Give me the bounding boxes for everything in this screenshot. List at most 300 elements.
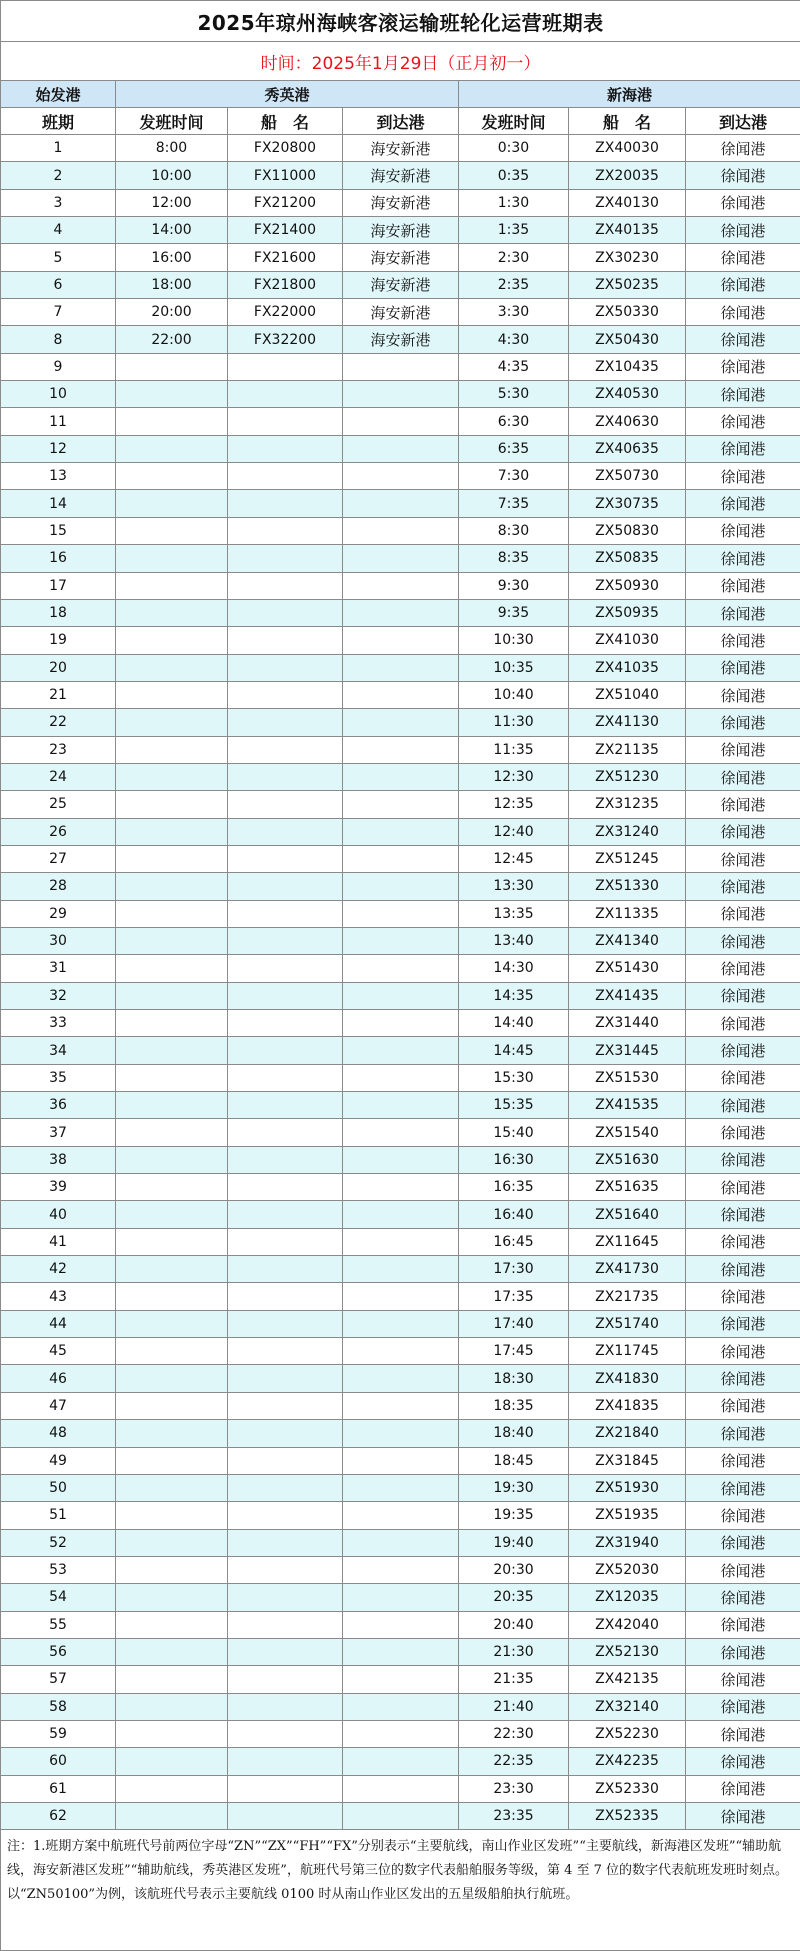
cell-b-time: 20:30 [459,1556,569,1583]
cell-a-dest: 海安新港 [343,299,459,326]
table-row [1,1365,800,1392]
cell-b-ship: ZX51040 [569,681,686,708]
cell-b-dest: 徐闻港 [686,1010,800,1037]
cell-a-ship [228,681,343,708]
cell-b-time: 20:35 [459,1584,569,1611]
cell-no: 42 [1,1256,116,1283]
cell-a-time [116,1365,228,1392]
cell-b-dest: 徐闻港 [686,1037,800,1064]
table-row [1,599,800,626]
table-row [1,1775,800,1802]
cell-b-dest: 徐闻港 [686,709,800,736]
cell-b-ship: ZX31845 [569,1447,686,1474]
cell-a-time [116,900,228,927]
cell-b-dest: 徐闻港 [686,1392,800,1419]
cell-a-ship [228,1556,343,1583]
cell-a-time [116,654,228,681]
cell-b-ship: ZX41830 [569,1365,686,1392]
cell-no: 41 [1,1228,116,1255]
cell-a-ship [228,1037,343,1064]
cell-b-time: 0:30 [459,135,569,162]
cell-b-dest: 徐闻港 [686,1365,800,1392]
table-row [1,162,800,189]
cell-a-ship [228,408,343,435]
cell-b-dest: 徐闻港 [686,1502,800,1529]
cell-a-time [116,736,228,763]
cell-a-dest [343,545,459,572]
cell-b-ship: ZX10435 [569,353,686,380]
cell-a-dest [343,381,459,408]
cell-no: 7 [1,299,116,326]
cell-no: 61 [1,1775,116,1802]
col-header-a-dest: 到达港 [343,108,459,135]
cell-b-ship: ZX51230 [569,763,686,790]
cell-b-ship: ZX40630 [569,408,686,435]
table-row [1,845,800,872]
cell-b-dest: 徐闻港 [686,326,800,353]
cell-b-dest: 徐闻港 [686,736,800,763]
cell-no: 10 [1,381,116,408]
cell-b-ship: ZX41835 [569,1392,686,1419]
cell-a-dest [343,1365,459,1392]
cell-a-ship [228,463,343,490]
cell-a-ship: FX20800 [228,135,343,162]
cell-a-dest [343,572,459,599]
cell-b-ship: ZX41435 [569,982,686,1009]
cell-b-time: 1:35 [459,217,569,244]
cell-a-dest [343,1666,459,1693]
cell-a-dest [343,1064,459,1091]
cell-b-ship: ZX51330 [569,873,686,900]
table-row [1,1338,800,1365]
cell-b-dest: 徐闻港 [686,1256,800,1283]
cell-b-dest: 徐闻港 [686,189,800,216]
cell-a-time [116,1529,228,1556]
cell-a-dest [343,927,459,954]
page-title: 2025年琼州海峡客滚运输班轮化运营班期表 [1,1,800,42]
cell-a-time [116,1802,228,1829]
cell-b-dest: 徐闻港 [686,1310,800,1337]
cell-a-dest [343,1338,459,1365]
cell-b-time: 13:30 [459,873,569,900]
cell-b-time: 12:45 [459,845,569,872]
cell-no: 3 [1,189,116,216]
cell-a-time [116,845,228,872]
cell-a-dest [343,1283,459,1310]
cell-a-dest [343,1720,459,1747]
cell-no: 28 [1,873,116,900]
cell-b-time: 18:30 [459,1365,569,1392]
cell-a-ship: FX21600 [228,244,343,271]
cell-no: 53 [1,1556,116,1583]
cell-b-dest: 徐闻港 [686,381,800,408]
cell-a-dest [343,1611,459,1638]
table-row [1,681,800,708]
cell-no: 46 [1,1365,116,1392]
cell-a-time [116,763,228,790]
cell-a-ship [228,1201,343,1228]
cell-no: 18 [1,599,116,626]
cell-a-dest [343,818,459,845]
cell-b-time: 16:45 [459,1228,569,1255]
cell-b-dest: 徐闻港 [686,517,800,544]
cell-b-ship: ZX41730 [569,1256,686,1283]
cell-a-dest [343,1502,459,1529]
cell-a-dest [343,627,459,654]
cell-b-ship: ZX51740 [569,1310,686,1337]
cell-b-dest: 徐闻港 [686,1556,800,1583]
cell-no: 34 [1,1037,116,1064]
cell-b-ship: ZX30230 [569,244,686,271]
cell-a-time [116,1638,228,1665]
cell-a-dest [343,1256,459,1283]
cell-a-dest [343,736,459,763]
cell-a-ship [228,381,343,408]
port-header-row [1,81,800,108]
cell-a-time: 8:00 [116,135,228,162]
cell-a-dest [343,845,459,872]
cell-a-time [116,545,228,572]
cell-b-time: 15:40 [459,1119,569,1146]
cell-a-time [116,1338,228,1365]
cell-b-dest: 徐闻港 [686,1611,800,1638]
cell-b-dest: 徐闻港 [686,982,800,1009]
cell-a-ship [228,1720,343,1747]
cell-a-time [116,353,228,380]
cell-a-ship [228,1310,343,1337]
table-row [1,1310,800,1337]
cell-b-time: 21:35 [459,1666,569,1693]
cell-no: 55 [1,1611,116,1638]
cell-a-time [116,1256,228,1283]
cell-b-dest: 徐闻港 [686,654,800,681]
cell-a-ship [228,1666,343,1693]
cell-a-time [116,1666,228,1693]
table-row [1,955,800,982]
cell-b-dest: 徐闻港 [686,1119,800,1146]
cell-a-time [116,1228,228,1255]
table-row [1,1010,800,1037]
cell-b-time: 14:35 [459,982,569,1009]
cell-b-dest: 徐闻港 [686,627,800,654]
cell-a-time [116,818,228,845]
cell-b-dest: 徐闻港 [686,435,800,462]
cell-a-ship: FX22000 [228,299,343,326]
cell-b-ship: ZX20035 [569,162,686,189]
cell-no: 23 [1,736,116,763]
cell-b-dest: 徐闻港 [686,1092,800,1119]
table-row [1,1556,800,1583]
cell-a-ship [228,845,343,872]
cell-a-ship [228,1447,343,1474]
col-header-a-ship: 船 名 [228,108,343,135]
cell-b-dest: 徐闻港 [686,271,800,298]
cell-b-dest: 徐闻港 [686,681,800,708]
cell-a-dest [343,1119,459,1146]
cell-b-dest: 徐闻港 [686,599,800,626]
cell-b-time: 19:40 [459,1529,569,1556]
cell-b-dest: 徐闻港 [686,1174,800,1201]
cell-no: 57 [1,1666,116,1693]
cell-a-ship [228,791,343,818]
cell-a-dest [343,1201,459,1228]
cell-a-dest: 海安新港 [343,135,459,162]
cell-b-ship: ZX51245 [569,845,686,872]
cell-a-time [116,381,228,408]
cell-a-time [116,1447,228,1474]
cell-a-dest [343,1392,459,1419]
table-row [1,1748,800,1775]
cell-b-time: 22:30 [459,1720,569,1747]
cell-no: 8 [1,326,116,353]
cell-a-time: 18:00 [116,271,228,298]
cell-a-time: 12:00 [116,189,228,216]
table-row [1,654,800,681]
cell-no: 12 [1,435,116,462]
cell-b-time: 21:40 [459,1693,569,1720]
cell-b-ship: ZX52130 [569,1638,686,1665]
table-row [1,1037,800,1064]
cell-a-ship [228,1420,343,1447]
col-header-no: 班期 [1,108,116,135]
cell-b-time: 3:30 [459,299,569,326]
cell-b-time: 19:30 [459,1474,569,1501]
cell-a-dest [343,1228,459,1255]
cell-a-dest [343,1529,459,1556]
table-row [1,900,800,927]
cell-b-ship: ZX52030 [569,1556,686,1583]
cell-b-time: 1:30 [459,189,569,216]
cell-b-time: 23:30 [459,1775,569,1802]
cell-a-time [116,709,228,736]
cell-a-time [116,1119,228,1146]
cell-b-time: 19:35 [459,1502,569,1529]
cell-no: 54 [1,1584,116,1611]
cell-a-ship [228,736,343,763]
cell-a-ship [228,1228,343,1255]
cell-a-ship [228,1392,343,1419]
table-row [1,408,800,435]
cell-b-time: 6:30 [459,408,569,435]
table-row [1,1638,800,1665]
cell-a-time [116,627,228,654]
cell-a-dest [343,900,459,927]
table-row [1,1392,800,1419]
cell-a-time [116,791,228,818]
cell-b-time: 4:30 [459,326,569,353]
table-row [1,463,800,490]
cell-a-ship [228,1693,343,1720]
cell-no: 32 [1,982,116,1009]
cell-a-ship [228,599,343,626]
cell-b-ship: ZX31235 [569,791,686,818]
cell-a-ship [228,1283,343,1310]
cell-b-dest: 徐闻港 [686,244,800,271]
cell-a-ship [228,1638,343,1665]
cell-b-time: 23:35 [459,1802,569,1829]
cell-b-time: 18:45 [459,1447,569,1474]
cell-a-time: 22:00 [116,326,228,353]
cell-b-ship: ZX41130 [569,709,686,736]
cell-b-dest: 徐闻港 [686,1748,800,1775]
cell-b-ship: ZX52330 [569,1775,686,1802]
cell-no: 16 [1,545,116,572]
cell-b-time: 6:35 [459,435,569,462]
cell-no: 27 [1,845,116,872]
cell-b-ship: ZX51530 [569,1064,686,1091]
cell-a-dest [343,1775,459,1802]
table-row [1,1693,800,1720]
table-row [1,1420,800,1447]
cell-b-time: 22:35 [459,1748,569,1775]
table-row [1,818,800,845]
col-header-b-ship: 船 名 [569,108,686,135]
cell-a-ship [228,490,343,517]
table-row [1,1529,800,1556]
cell-b-dest: 徐闻港 [686,1775,800,1802]
cell-b-dest: 徐闻港 [686,818,800,845]
table-row [1,736,800,763]
cell-a-dest [343,1010,459,1037]
cell-b-dest: 徐闻港 [686,1228,800,1255]
cell-a-time [116,1611,228,1638]
col-header-b-time: 发班时间 [459,108,569,135]
cell-a-dest [343,1310,459,1337]
cell-b-time: 5:30 [459,381,569,408]
date-subtitle: 时间：2025年1月29日（正月初一） [1,42,800,81]
column-header-row [1,108,800,135]
cell-a-dest [343,1092,459,1119]
cell-b-dest: 徐闻港 [686,1283,800,1310]
cell-a-dest [343,1584,459,1611]
cell-b-ship: ZX50835 [569,545,686,572]
cell-no: 48 [1,1420,116,1447]
table-row [1,217,800,244]
cell-a-time [116,1283,228,1310]
origin-port-label: 始发港 [1,81,116,108]
cell-a-time [116,1502,228,1529]
cell-b-ship: ZX42235 [569,1748,686,1775]
cell-a-dest [343,1447,459,1474]
cell-a-dest [343,1146,459,1173]
cell-b-time: 13:40 [459,927,569,954]
cell-a-time: 14:00 [116,217,228,244]
cell-b-dest: 徐闻港 [686,545,800,572]
cell-no: 5 [1,244,116,271]
cell-a-time [116,1775,228,1802]
cell-a-ship: FX21200 [228,189,343,216]
cell-a-dest [343,463,459,490]
cell-a-time [116,435,228,462]
table-row [1,135,800,162]
cell-b-time: 11:35 [459,736,569,763]
cell-a-dest: 海安新港 [343,217,459,244]
cell-b-time: 9:30 [459,572,569,599]
cell-a-ship [228,572,343,599]
cell-no: 6 [1,271,116,298]
cell-b-dest: 徐闻港 [686,900,800,927]
table-row [1,435,800,462]
cell-a-ship [228,1338,343,1365]
cell-b-ship: ZX51635 [569,1174,686,1201]
cell-a-time [116,490,228,517]
cell-a-time [116,1146,228,1173]
cell-b-time: 8:30 [459,517,569,544]
cell-a-dest [343,435,459,462]
cell-b-ship: ZX51630 [569,1146,686,1173]
cell-b-dest: 徐闻港 [686,873,800,900]
cell-a-ship [228,1529,343,1556]
cell-b-time: 21:30 [459,1638,569,1665]
cell-no: 26 [1,818,116,845]
table-row [1,627,800,654]
cell-b-ship: ZX40030 [569,135,686,162]
cell-a-time [116,955,228,982]
cell-b-ship: ZX40635 [569,435,686,462]
cell-a-ship: FX21400 [228,217,343,244]
cell-b-time: 13:35 [459,900,569,927]
cell-no: 14 [1,490,116,517]
cell-no: 44 [1,1310,116,1337]
cell-b-ship: ZX42135 [569,1666,686,1693]
table-row [1,1092,800,1119]
table-row [1,326,800,353]
cell-a-time [116,1556,228,1583]
cell-a-dest [343,1474,459,1501]
cell-b-time: 15:35 [459,1092,569,1119]
cell-a-ship [228,709,343,736]
cell-a-ship [228,1010,343,1037]
cell-b-time: 10:30 [459,627,569,654]
cell-a-ship [228,873,343,900]
cell-a-time [116,1720,228,1747]
table-row [1,353,800,380]
cell-a-dest [343,517,459,544]
cell-a-time [116,1310,228,1337]
cell-no: 52 [1,1529,116,1556]
cell-a-ship [228,1584,343,1611]
cell-b-ship: ZX21840 [569,1420,686,1447]
cell-a-ship [228,1256,343,1283]
cell-b-dest: 徐闻港 [686,1474,800,1501]
cell-a-dest [343,1693,459,1720]
cell-b-time: 17:35 [459,1283,569,1310]
table-row [1,763,800,790]
cell-a-ship [228,1174,343,1201]
cell-b-time: 16:30 [459,1146,569,1173]
cell-no: 45 [1,1338,116,1365]
cell-a-ship [228,900,343,927]
cell-a-ship [228,435,343,462]
cell-b-ship: ZX50730 [569,463,686,490]
cell-b-ship: ZX50330 [569,299,686,326]
cell-b-time: 11:30 [459,709,569,736]
cell-no: 40 [1,1201,116,1228]
cell-a-time [116,463,228,490]
cell-b-ship: ZX12035 [569,1584,686,1611]
cell-no: 56 [1,1638,116,1665]
table-row [1,1666,800,1693]
cell-a-time [116,1064,228,1091]
cell-a-ship: FX11000 [228,162,343,189]
cell-b-dest: 徐闻港 [686,845,800,872]
cell-no: 37 [1,1119,116,1146]
cell-b-ship: ZX31940 [569,1529,686,1556]
table-row [1,1611,800,1638]
cell-a-time [116,517,228,544]
port-b-header: 新海港 [459,81,800,108]
cell-a-dest [343,955,459,982]
